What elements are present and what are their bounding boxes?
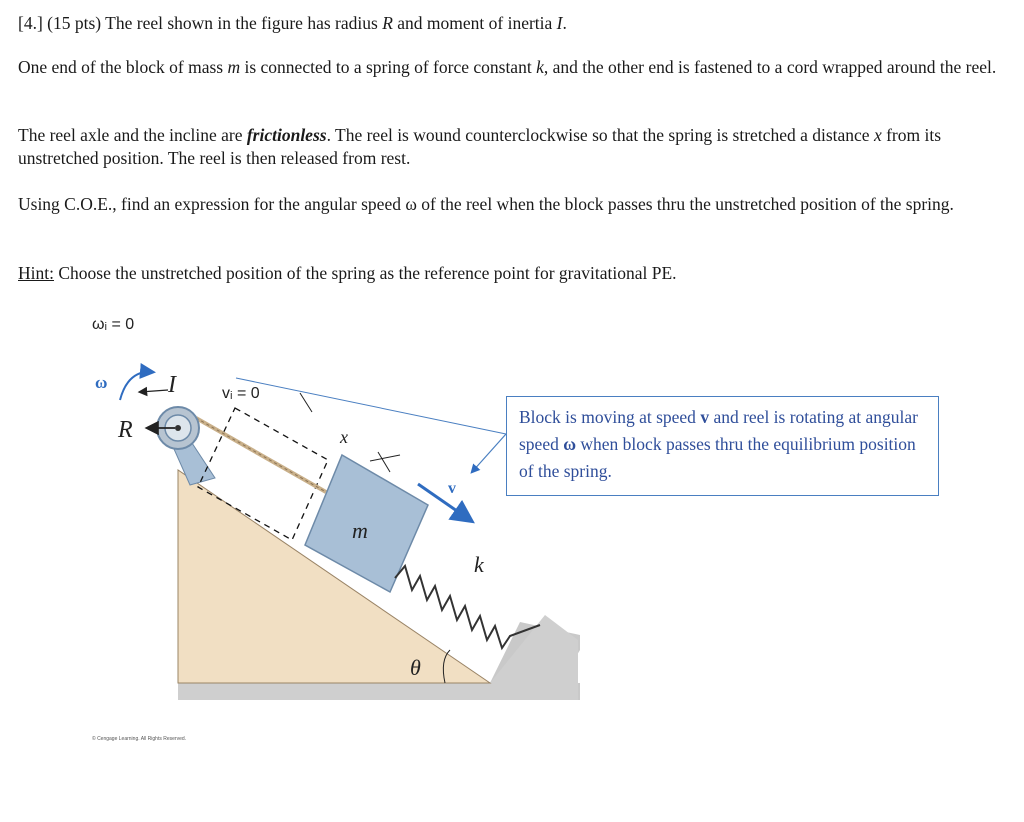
callout-text-c: when block passes thru the equilibrium position of the spring. bbox=[519, 434, 916, 481]
omega-rotation-arrow bbox=[120, 372, 152, 400]
v-initial-label: vᵢ = 0 bbox=[222, 385, 260, 402]
problem-number: [4.] bbox=[18, 13, 43, 33]
theta-label: θ bbox=[410, 655, 421, 680]
x-mark-end bbox=[370, 455, 400, 461]
radius-symbol: R bbox=[382, 13, 393, 33]
stretch-symbol: x bbox=[873, 125, 882, 145]
callout-v: v bbox=[700, 407, 710, 427]
coe-text-a: Using C.O.E., find an expression for the angular speed bbox=[18, 194, 401, 214]
v-vector-label: v bbox=[448, 480, 456, 497]
copyright: © Cengage Learning. All Rights Reserved. bbox=[92, 736, 187, 742]
callout-box bbox=[506, 396, 939, 496]
velocity-arrow bbox=[418, 484, 470, 520]
block-text-b: is connected to a spring of force constant bbox=[244, 57, 532, 77]
block-text-c: , and the other end is fastened to a cord wrapped around the reel. bbox=[543, 57, 997, 77]
physics-figure bbox=[0, 290, 1024, 760]
problem-statement bbox=[18, 12, 998, 35]
hint-text: Choose the unstretched position of the spring as the reference point for gravitational PE. bbox=[58, 263, 677, 283]
spring-constant-label: k bbox=[474, 552, 484, 577]
callout-text-b: and reel is rotating at angular speed bbox=[519, 407, 919, 454]
intro-text-b: and moment of inertia bbox=[397, 13, 553, 33]
block-text-a: One end of the block of mass bbox=[18, 57, 224, 77]
reel-paragraph bbox=[18, 124, 998, 170]
frictionless-emphasis: frictionless bbox=[246, 125, 327, 145]
callout-text-a: Block is moving at speed bbox=[519, 407, 696, 427]
x-label: x bbox=[340, 427, 348, 447]
radius-label: R bbox=[118, 417, 133, 443]
intro-end: . bbox=[562, 13, 567, 33]
hint-paragraph bbox=[18, 262, 998, 285]
problem-points: (15 pts) bbox=[47, 13, 102, 33]
reel-text-c: from its unstretched position. The reel is then released from rest. bbox=[18, 125, 942, 168]
mass-label: m bbox=[352, 518, 368, 543]
omega-symbol: ω bbox=[405, 194, 417, 214]
ground-slab bbox=[178, 682, 578, 700]
callout-leader-top bbox=[236, 378, 506, 434]
x-mark-start bbox=[300, 393, 312, 412]
mass-symbol: m bbox=[227, 57, 241, 77]
hint-label: Hint: bbox=[18, 263, 54, 283]
coe-text-b: of the reel when the block passes thru the unstretched position of the spring. bbox=[421, 194, 954, 214]
callout-omega: ω bbox=[563, 434, 577, 454]
omega-initial-label: ωᵢ = 0 bbox=[92, 316, 135, 333]
inertia-symbol: I bbox=[556, 13, 563, 33]
block-paragraph bbox=[18, 56, 998, 79]
intro-text-a: The reel shown in the figure has radius bbox=[105, 13, 378, 33]
spring-constant-symbol: k bbox=[536, 57, 544, 77]
reel-text-a: The reel axle and the incline are bbox=[18, 125, 243, 145]
inertia-label: I bbox=[168, 372, 176, 398]
omega-vector-label: ω bbox=[95, 373, 108, 392]
inertia-pointer bbox=[140, 390, 168, 392]
callout-leader-bottom bbox=[472, 434, 506, 472]
reel-text-b: . The reel is wound counterclockwise so that the spring is stretched a distance bbox=[326, 125, 870, 145]
coe-paragraph bbox=[18, 193, 998, 216]
